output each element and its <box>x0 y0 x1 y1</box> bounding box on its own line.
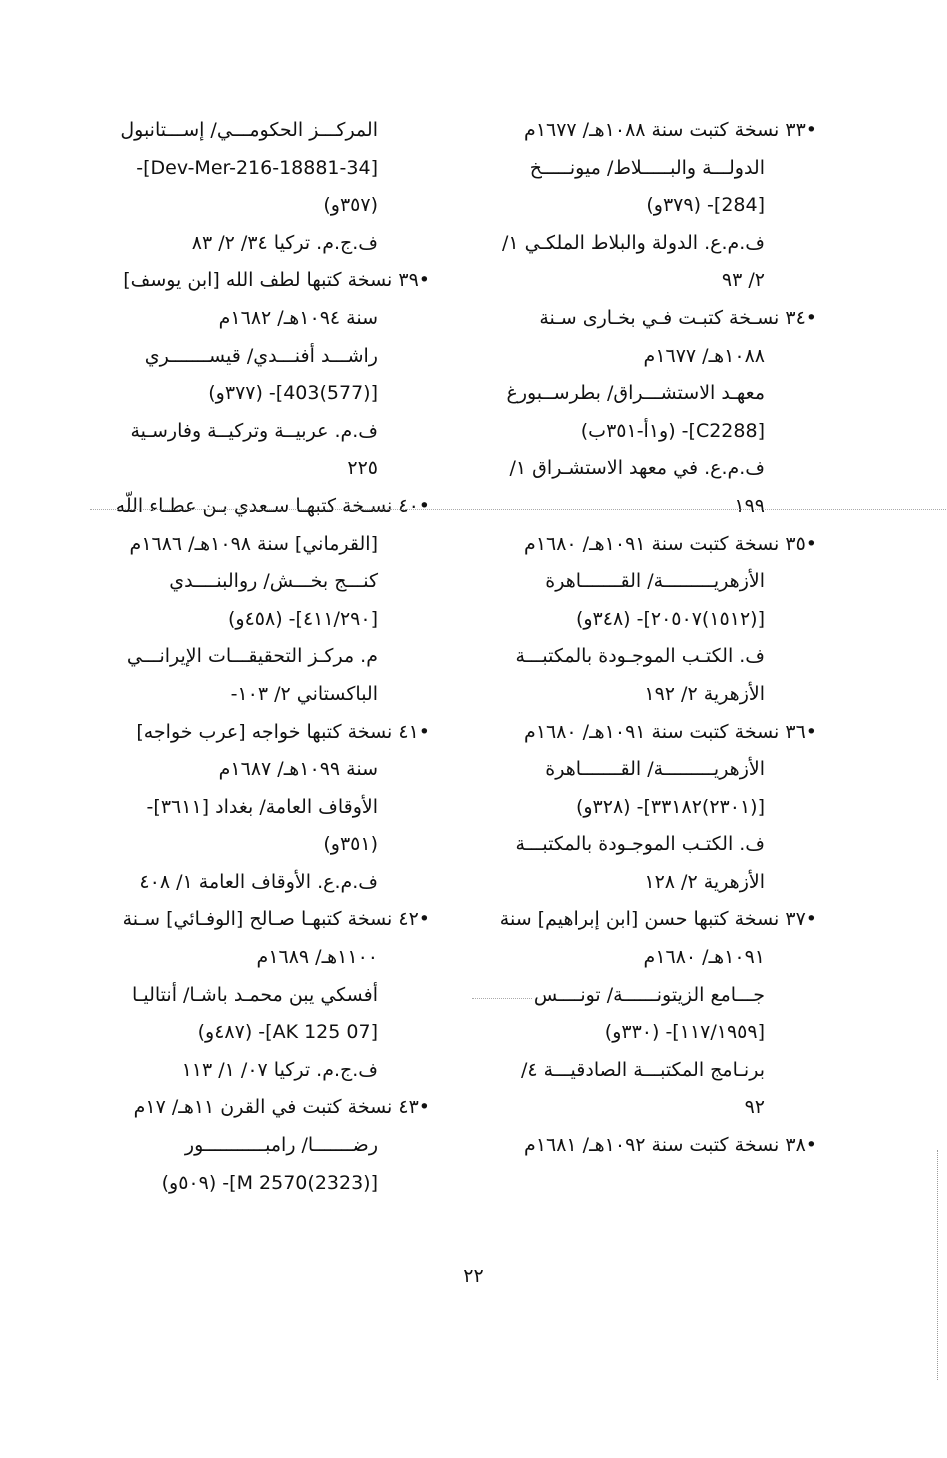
entry-heading: •٤١ نسخة كتبها خواجه [عرب خواجه] <box>136 720 430 743</box>
entry-line: الأزهرية ٢/ ١٩٢ <box>644 682 765 705</box>
scan-artifact-dotted-line <box>472 998 532 999</box>
entry-line: م. مركـز التحقيقـــات الإيرانـــي <box>126 645 378 668</box>
entry-heading: •٣٣ نسخة كتبت سنة ١٠٨٨هـ/ ١٦٧٧م <box>524 119 817 141</box>
entry-line: [١١٧/١٩٥٩]- (٣٣٠و) <box>604 1021 765 1044</box>
entry-line: ١٠٨٨هـ/ ١٦٧٧م <box>643 344 765 367</box>
entry-line: جـــامع الزيتونــــــة/ تونــــس <box>533 983 765 1006</box>
entry-line: [القرماني] سنة ١٠٩٨هـ/ ١٦٨٦م <box>129 532 378 555</box>
entry-heading: •٤٣ نسخة كتبت في القرن ١١هـ/ ١٧م <box>133 1096 430 1119</box>
entry-line: (٣٥١و) <box>323 833 378 856</box>
catalog-entry <box>472 300 817 526</box>
entry-line: الأزهرية ٢/ ١٢٨ <box>644 870 765 893</box>
entry-heading: •٣٨ نسخة كتبت سنة ١٠٩٢هـ/ ١٦٨١م <box>524 1134 817 1157</box>
entry-heading: •٣٧ نسخة كتبها حسن [ابن إبراهيم] سنة <box>499 908 817 931</box>
entry-heading: •٣٦ نسخة كتبت سنة ١٠٩١هـ/ ١٦٨٠م <box>524 720 817 743</box>
entry-line: [34-Dev-Mer-216-18881]- <box>136 156 378 179</box>
entry-line: ١١٠٠هـ/ ١٦٨٩م <box>256 946 378 969</box>
entry-line: ١٠٩١هـ/ ١٦٨٠م <box>643 946 765 969</box>
page-number: ٢٢ <box>463 1265 484 1287</box>
entry-heading: •٣٤ نسـخة كتبـت فـي بخـارى سـنة <box>539 306 817 329</box>
catalog-entry <box>472 526 817 714</box>
entry-line: الأوقاف العامة/ بغداد [٣٦١١]- <box>146 795 378 818</box>
left-column <box>90 112 430 1202</box>
entry-heading: المركـــز الحكومـــي/ إســـتانبول <box>120 119 378 141</box>
entry-line: [284]- (٣٧٩و) <box>646 194 765 217</box>
entry-line: برنـامج المكتبـــة الصادقيـــة ٤/ <box>521 1058 765 1081</box>
entry-line: أفسكي يبن محمـد باشـا/ أنتاليـا <box>132 983 378 1006</box>
entry-line: الباكستاني ٢/ ١٠٣- <box>230 682 378 705</box>
entry-line: ف. الكتـب الموجـودة بالمكتبـــة <box>515 645 765 668</box>
entry-line: [(١٥١٢)٢٠٥٠٧]- (٣٤٨و) <box>575 607 765 630</box>
catalog-entry <box>90 262 430 488</box>
entry-line: ف.م.ع. في معهد الاستشـراق ١/ <box>509 457 765 480</box>
right-column <box>472 112 817 1165</box>
entry-line: ١٩٩ <box>734 494 765 517</box>
entry-heading: •٣٥ نسخة كتبت سنة ١٠٩١هـ/ ١٦٨٠م <box>524 532 817 555</box>
entry-heading: •٤٠ نسـخة كتبهـا سـعدي بـن عطـاء اللّه <box>115 494 430 517</box>
entry-line: ف.م.ع. الدولة والبلاط الملكـي ١/ <box>501 231 765 254</box>
entry-line: ف.ج.م. تركيا ٣٤/ ٢/ ٨٣ <box>191 231 378 254</box>
entry-line: ٩٢ <box>744 1096 765 1119</box>
entry-line: ف.م.ع. الأوقاف العامة ١/ ٤٠٨ <box>139 870 378 893</box>
catalog-entry <box>472 112 817 300</box>
scan-artifact-dotted-line <box>90 509 947 510</box>
entry-line: الأزهريـــــــــة/ القـــــــاهرة <box>545 570 765 593</box>
entry-line: ٢/ ٩٣ <box>721 269 765 292</box>
entry-line: ف.م. عربيــة وتركيــة وفارسـية <box>130 419 378 442</box>
entry-line: الأزهريـــــــــة/ القـــــــاهرة <box>545 758 765 781</box>
catalog-entry <box>90 714 430 902</box>
entry-line: سنة ١٠٩٩هـ/ ١٦٨٧م <box>218 758 378 781</box>
entry-line: [٤١١/٢٩٠]- (٤٥٨و) <box>227 607 378 630</box>
catalog-entry <box>472 901 817 1127</box>
entry-line: [C2288]- (و١أ-٣٥١ب) <box>580 419 765 442</box>
entry-line: ف.ج.م. تركيا ٠٧/ ١/ ١١٣ <box>181 1058 378 1081</box>
catalog-entry <box>90 488 430 714</box>
entry-heading: •٤٢ نسخة كتبهـا صـالح [الوفـائي] سـنة <box>122 908 430 931</box>
catalog-entry <box>90 901 430 1089</box>
catalog-entry <box>90 1089 430 1202</box>
entry-line: معهـد الاستشـــراق/ بطرســبورغ <box>506 382 765 405</box>
entry-line: [(٢٣٠١)٣٣١٨٢]- (٣٢٨و) <box>575 795 765 818</box>
catalog-entry <box>90 112 430 262</box>
entry-line: سنة ١٠٩٤هـ/ ١٦٨٢م <box>218 306 378 329</box>
entry-line: (٣٥٧و) <box>323 194 378 217</box>
entry-line: الدولـــة والبـــــلاط/ ميونـــــخ <box>529 156 765 179</box>
entry-line: ٢٢٥ <box>347 457 378 480</box>
entry-line: رضـــــــا/ رامبـــــــــــور <box>184 1134 378 1157</box>
entry-line: [07 AK 125]- (٤٨٧و) <box>197 1021 378 1044</box>
entry-line: كنـــج بخـــش/ روالبنــــدي <box>169 570 378 593</box>
entry-line: راشـــد أفنـــدي/ قيســـــــري <box>144 344 378 367</box>
entry-line: ف. الكتـب الموجـودة بالمكتبـــة <box>515 833 765 856</box>
entry-heading: •٣٩ نسخة كتبها لطف الله [ابن يوسف] <box>123 269 430 292</box>
entry-line: [(577)403]- (٣٧٧و) <box>208 382 378 405</box>
entry-line: [(2323)2570 M]- (٥٠٩و) <box>161 1171 378 1194</box>
catalog-entry <box>472 714 817 902</box>
catalog-entry <box>472 1127 817 1165</box>
